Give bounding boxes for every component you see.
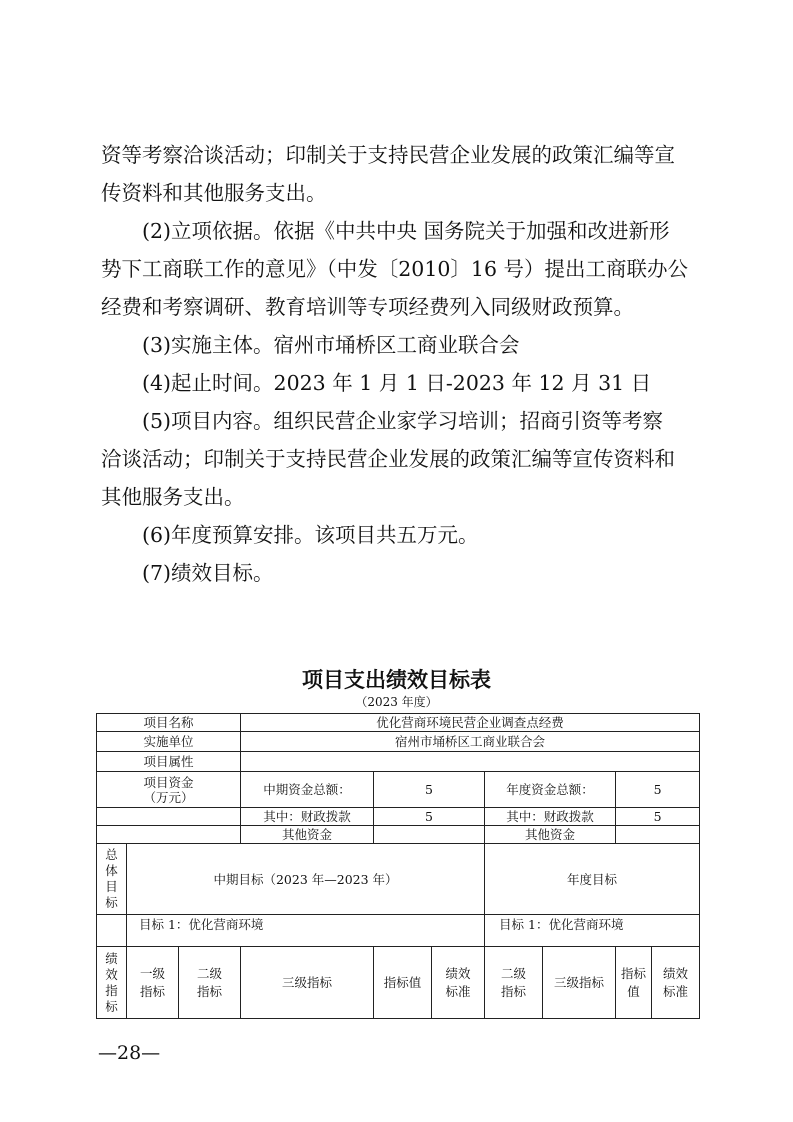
body-line-1: 资等考察洽谈活动；印制关于支持民营企业发展的政策汇编等宣 <box>101 143 675 167</box>
unit-label: 实施单位 <box>97 732 241 752</box>
mid-other-value <box>374 826 485 844</box>
table-year: （2023 年度） <box>355 695 438 709</box>
header-level2-year: 二级 指标 <box>485 947 543 1019</box>
body-line-6: (3)实施主体。宿州市埇桥区工商业联合会 <box>142 333 520 357</box>
header-standard-year: 绩效 标准 <box>652 947 700 1019</box>
fund-blank-2 <box>97 826 241 844</box>
year-fiscal-label: 其中：财政拨款 <box>485 808 616 826</box>
project-name-label: 项目名称 <box>97 714 241 732</box>
header-level2: 二级 指标 <box>179 947 241 1019</box>
page-number: —28— <box>98 1042 161 1064</box>
performance-table <box>96 713 700 1019</box>
mid-other-label: 其他资金 <box>241 826 374 844</box>
header-level1: 一级 指标 <box>127 947 179 1019</box>
mid-fiscal-value: 5 <box>374 808 485 826</box>
body-line-10: 其他服务支出。 <box>101 485 245 509</box>
body-line-11: (6)年度预算安排。该项目共五万元。 <box>142 523 479 547</box>
body-line-2: 传资料和其他服务支出。 <box>101 181 327 205</box>
body-line-8: (5)项目内容。组织民营企业家学习培训；招商引资等考察 <box>142 409 664 433</box>
mid-total-label: 中期资金总额： <box>241 772 374 808</box>
year-total-label: 年度资金总额： <box>485 772 616 808</box>
table-title: 项目支出绩效目标表 <box>302 668 491 692</box>
year-goal-header: 年度目标 <box>485 844 700 915</box>
mid-total-value: 5 <box>374 772 485 808</box>
year-total-value: 5 <box>616 772 700 808</box>
mid-fiscal-label: 其中：财政拨款 <box>241 808 374 826</box>
body-line-12: (7)绩效目标。 <box>142 561 274 585</box>
project-name-value: 优化营商环境民营企业调查点经费 <box>241 714 700 732</box>
perf-indicator-label: 绩 效 指 标 <box>97 947 127 1019</box>
unit-value: 宿州市埇桥区工商业联合会 <box>241 732 700 752</box>
header-standard: 绩效 标准 <box>432 947 485 1019</box>
header-level3-year: 三级指标 <box>543 947 616 1019</box>
attr-label: 项目属性 <box>97 752 241 772</box>
body-line-9: 洽谈活动；印制关于支持民营企业发展的政策汇编等宣传资料和 <box>101 447 675 471</box>
header-value: 指标值 <box>374 947 432 1019</box>
year-other-value <box>616 826 700 844</box>
body-line-4: 势下工商联工作的意见》（中发〔2010〕16 号）提出工商联办公 <box>101 257 689 281</box>
year-goal-1: 目标 1：优化营商环境 <box>485 915 700 947</box>
attr-value <box>241 752 700 772</box>
body-line-5: 经费和考察调研、教育培训等专项经费列入同级财政预算。 <box>101 295 634 319</box>
fund-label: 项目资金 （万元） <box>97 772 241 808</box>
mid-goal-header: 中期目标（2023 年—2023 年） <box>127 844 485 915</box>
mid-goal-1: 目标 1：优化营商环境 <box>127 915 485 947</box>
overall-goal-label: 总 体 目 标 <box>97 844 127 915</box>
body-line-7: (4)起止时间。2023 年 1 月 1 日-2023 年 12 月 31 日 <box>142 371 652 395</box>
year-fiscal-value: 5 <box>616 808 700 826</box>
body-line-3: (2)立项依据。依据《中共中央 国务院关于加强和改进新形 <box>142 219 670 243</box>
header-value-year: 指标 值 <box>616 947 652 1019</box>
year-other-label: 其他资金 <box>485 826 616 844</box>
goal-row-blank <box>97 915 127 947</box>
fund-blank <box>97 808 241 826</box>
header-level3: 三级指标 <box>241 947 374 1019</box>
